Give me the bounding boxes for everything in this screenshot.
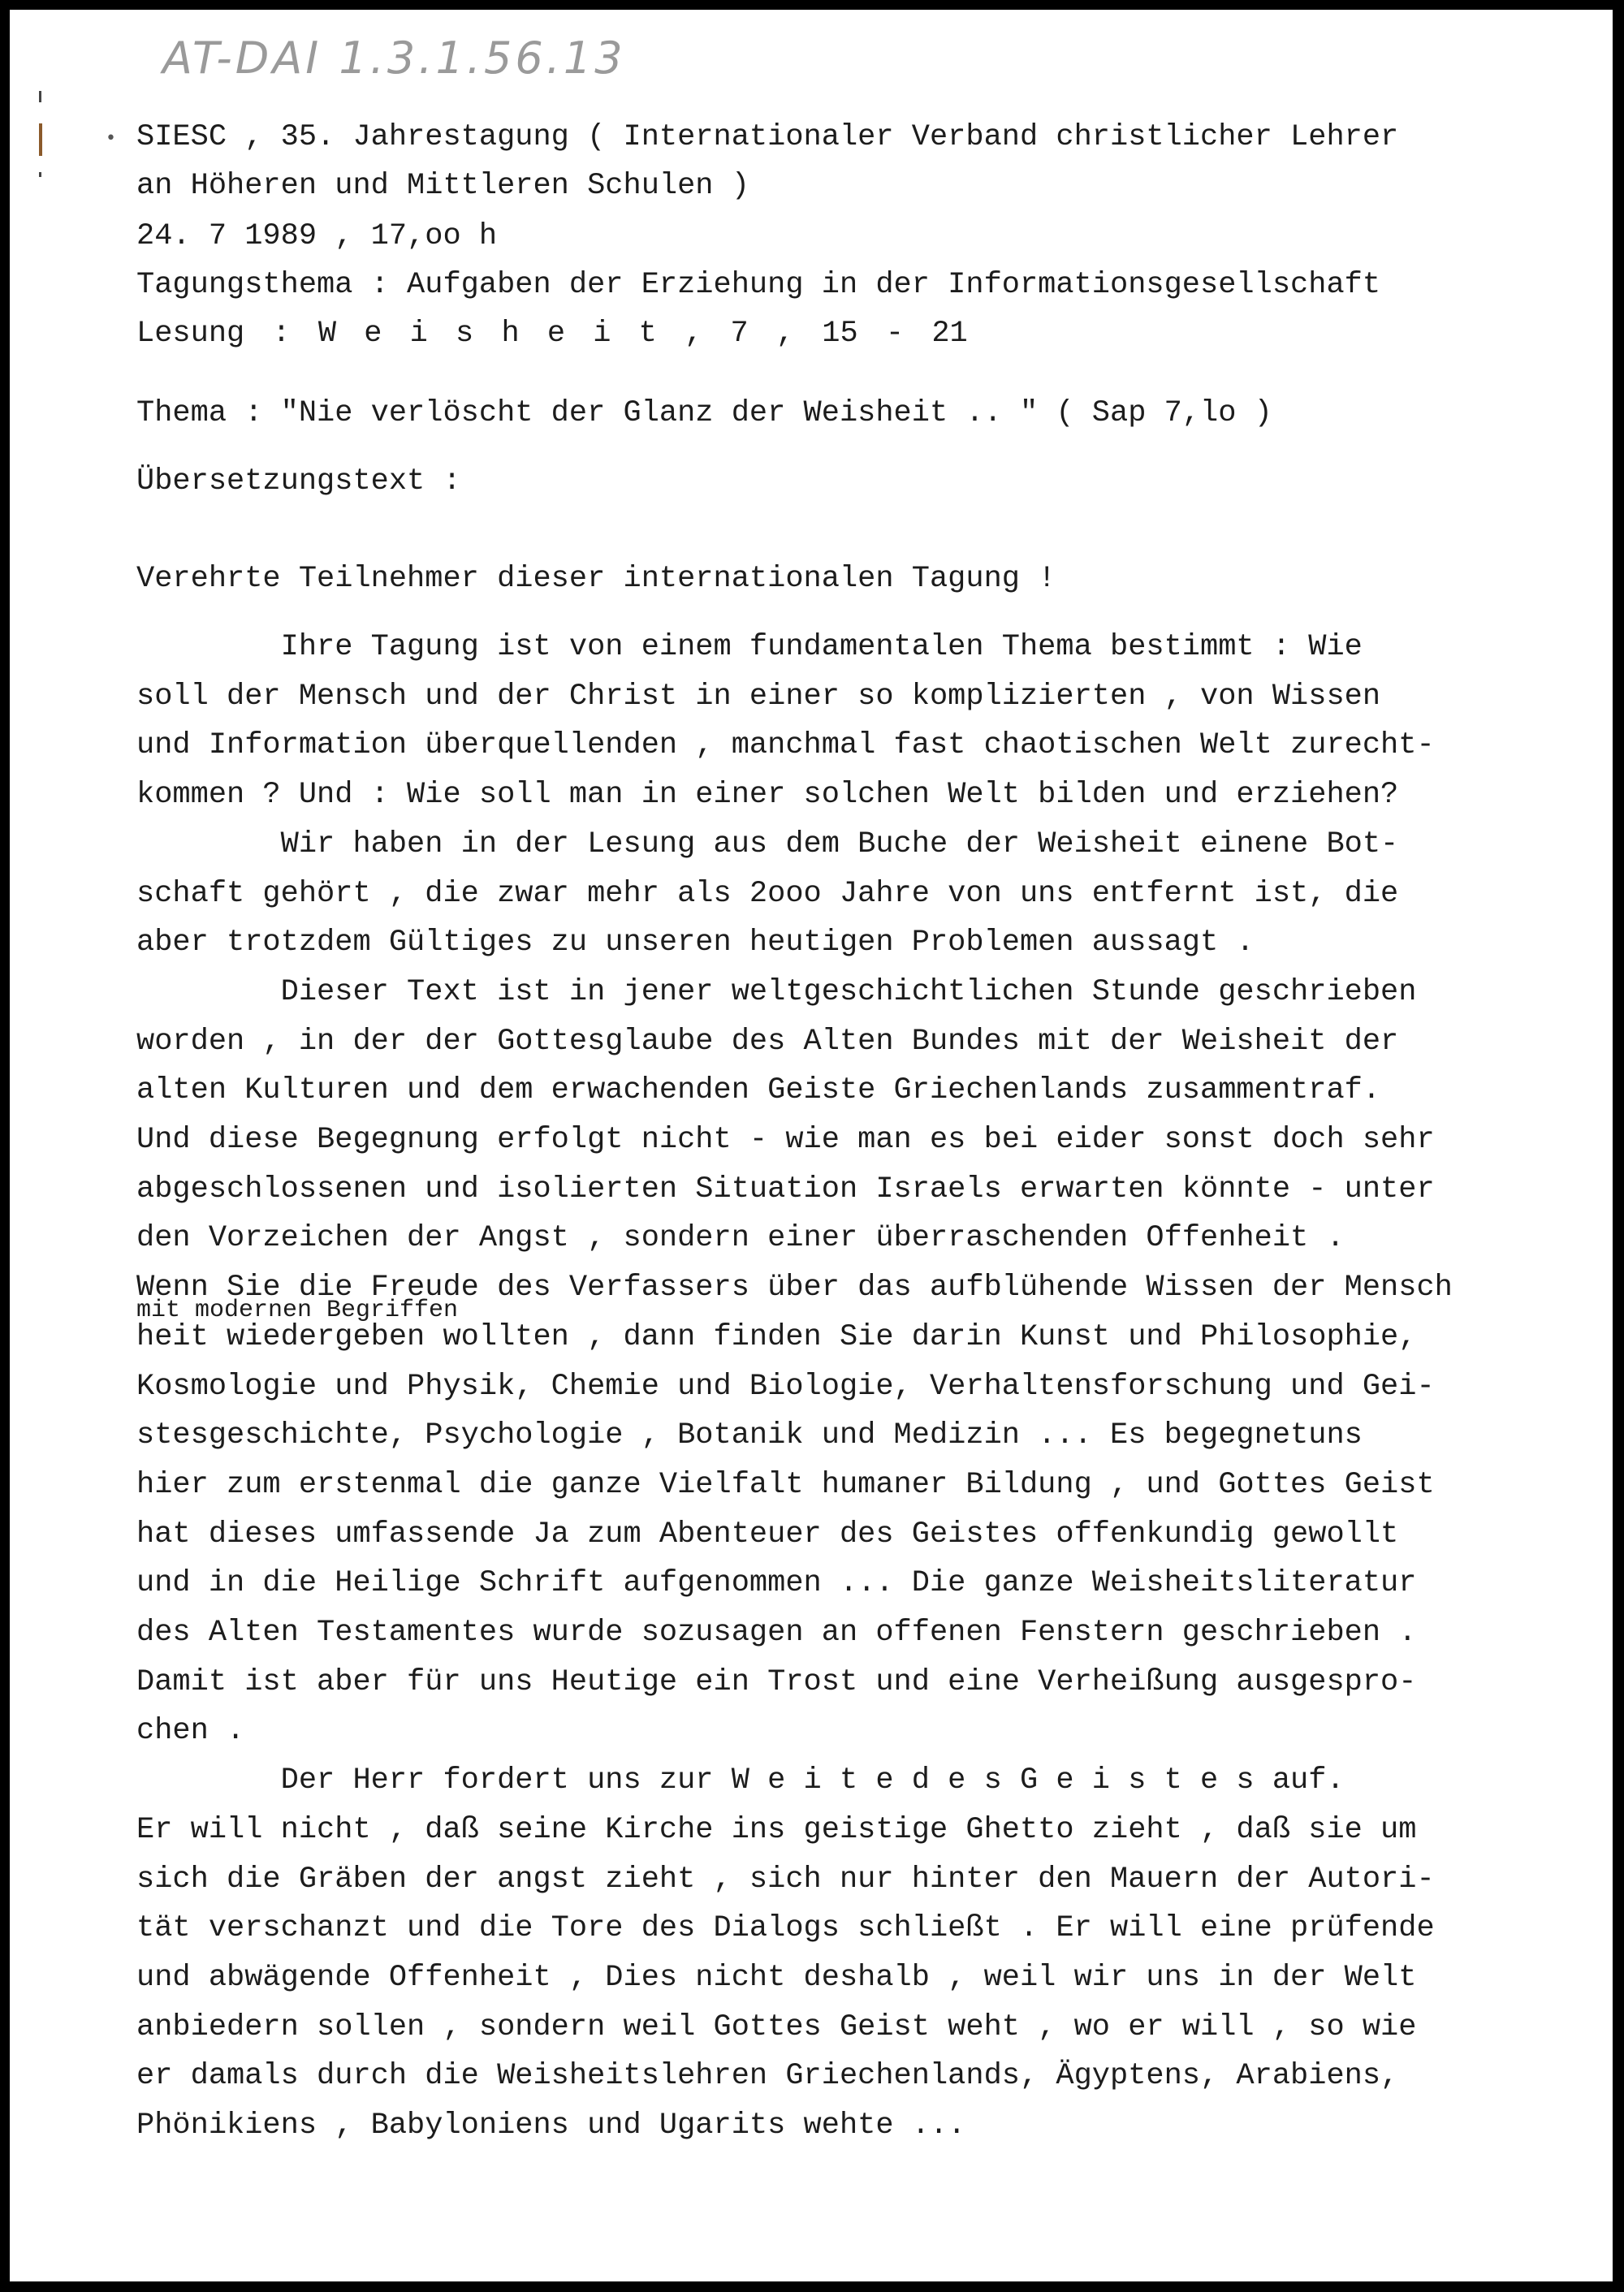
body-line: heit wiedergeben wollten , dann finden Sie darin Kunst und Philosophie, xyxy=(136,1319,1417,1354)
salutation: Verehrte Teilnehmer dieser internationalen Tagung ! xyxy=(136,562,1056,596)
body-line: Wir haben in der Lesung aus dem Buche der Weisheit einene Bot- xyxy=(136,827,1399,861)
body-line: alten Kulturen und dem erwachenden Geiste Griechenlands zusammentraf. xyxy=(136,1073,1381,1108)
body-line: Dieser Text ist in jener weltgeschichtlichen Stunde geschrieben xyxy=(136,974,1417,1009)
margin-mark xyxy=(39,91,41,102)
body-line: abgeschlossenen und isolierten Situation Israels erwarten könnte - unter xyxy=(136,1172,1435,1206)
body-line: chen . xyxy=(136,1714,245,1749)
header-line-2: an Höheren und Mittleren Schulen ) xyxy=(136,169,749,203)
body-line: aber trotzdem Gültiges zu unseren heutigen Problemen aussagt . xyxy=(136,926,1255,960)
body-line: stesgeschichte, Psychologie , Botanik und Medizin ... Es begegnetuns xyxy=(136,1418,1363,1453)
body-line: hier zum erstenmal die ganze Vielfalt humaner Bildung , und Gottes Geist xyxy=(136,1467,1435,1502)
header-line-1: SIESC , 35. Jahrestagung ( Internationaler Verband christlicher Lehrer xyxy=(136,120,1399,154)
handwritten-insert: mit modernen Begriffen xyxy=(136,1297,459,1324)
thema-line: Thema : "Nie verlöscht der Glanz der Weisheit .. " ( Sap 7,lo ) xyxy=(136,396,1272,430)
body-line: tät verschanzt und die Tore des Dialogs schließt . Er will eine prüfende xyxy=(136,1911,1435,1946)
header-line-3: 24. 7 1989 , 17,oo h xyxy=(136,219,498,253)
body-line: sich die Gräben der angst zieht , sich nur hinter den Mauern der Autori- xyxy=(136,1862,1435,1897)
body-line: und Information überquellenden , manchmal fast chaotischen Welt zurecht- xyxy=(136,728,1435,763)
body-line: des Alten Testamentes wurde sozusagen an offenen Fenstern geschrieben . xyxy=(136,1616,1417,1650)
margin-mark xyxy=(39,123,42,156)
body-line: Der Herr fordert uns zur W e i t e d e s G e i s t e s auf. xyxy=(136,1763,1345,1798)
body-line: er damals durch die Weisheitslehren Griechenlands, Ägyptens, Arabiens, xyxy=(136,2059,1399,2094)
body-line: den Vorzeichen der Angst , sondern einer überraschenden Offenheit . xyxy=(136,1221,1345,1256)
body-line: Kosmologie und Physik, Chemie und Biologie, Verhaltensforschung und Gei- xyxy=(136,1369,1435,1404)
body-line: schaft gehört , die zwar mehr als 2ooo Jahre von uns entfernt ist, die xyxy=(136,876,1399,911)
body-line: Er will nicht , daß seine Kirche ins geistige Ghetto zieht , daß sie um xyxy=(136,1812,1417,1847)
body-line: und abwägende Offenheit , Dies nicht deshalb , weil wir uns in der Welt xyxy=(136,1960,1417,1995)
body-line: Phönikiens , Babyloniens und Ugarits wehte ... xyxy=(136,2109,966,2143)
margin-mark xyxy=(39,172,41,177)
body-line: worden , in der der Gottesglaube des Alten Bundes mit der Weisheit der xyxy=(136,1024,1399,1059)
document-page xyxy=(10,10,1613,2281)
body-line: soll der Mensch und der Christ in einer so komplizierten , von Wissen xyxy=(136,679,1381,714)
archive-reference: AT-DAI 1.3.1.56.13 xyxy=(162,32,626,84)
body-line: Und diese Begegnung erfolgt nicht - wie man es bei eider sonst doch sehr xyxy=(136,1123,1435,1157)
body-line: Wenn Sie die Freude des Verfassers über das aufblühende Wissen der Mensch xyxy=(136,1271,1453,1306)
bullet-mark: • xyxy=(106,128,116,149)
body-line: und in die Heilige Schrift aufgenommen ... Die ganze Weisheitsliteratur xyxy=(136,1566,1417,1601)
body-line: Damit ist aber für uns Heutige ein Trost und eine Verheißung ausgespro- xyxy=(136,1664,1417,1699)
body-line: hat dieses umfassende Ja zum Abenteuer des Geistes offenkundig gewollt xyxy=(136,1517,1399,1552)
header-line-5: Lesung : W e i s h e i t , 7 , 15 - 21 xyxy=(136,317,968,351)
body-line: Ihre Tagung ist von einem fundamentalen Thema bestimmt : Wie xyxy=(136,630,1363,664)
body-line: anbiedern sollen , sondern weil Gottes Geist weht , wo er will , so wie xyxy=(136,2009,1417,2044)
header-line-4: Tagungsthema : Aufgaben der Erziehung in der Informationsgesellschaft xyxy=(136,268,1381,302)
body-line: kommen ? Und : Wie soll man in einer solchen Welt bilden und erziehen? xyxy=(136,778,1399,813)
translation-label: Übersetzungstext : xyxy=(136,464,461,499)
